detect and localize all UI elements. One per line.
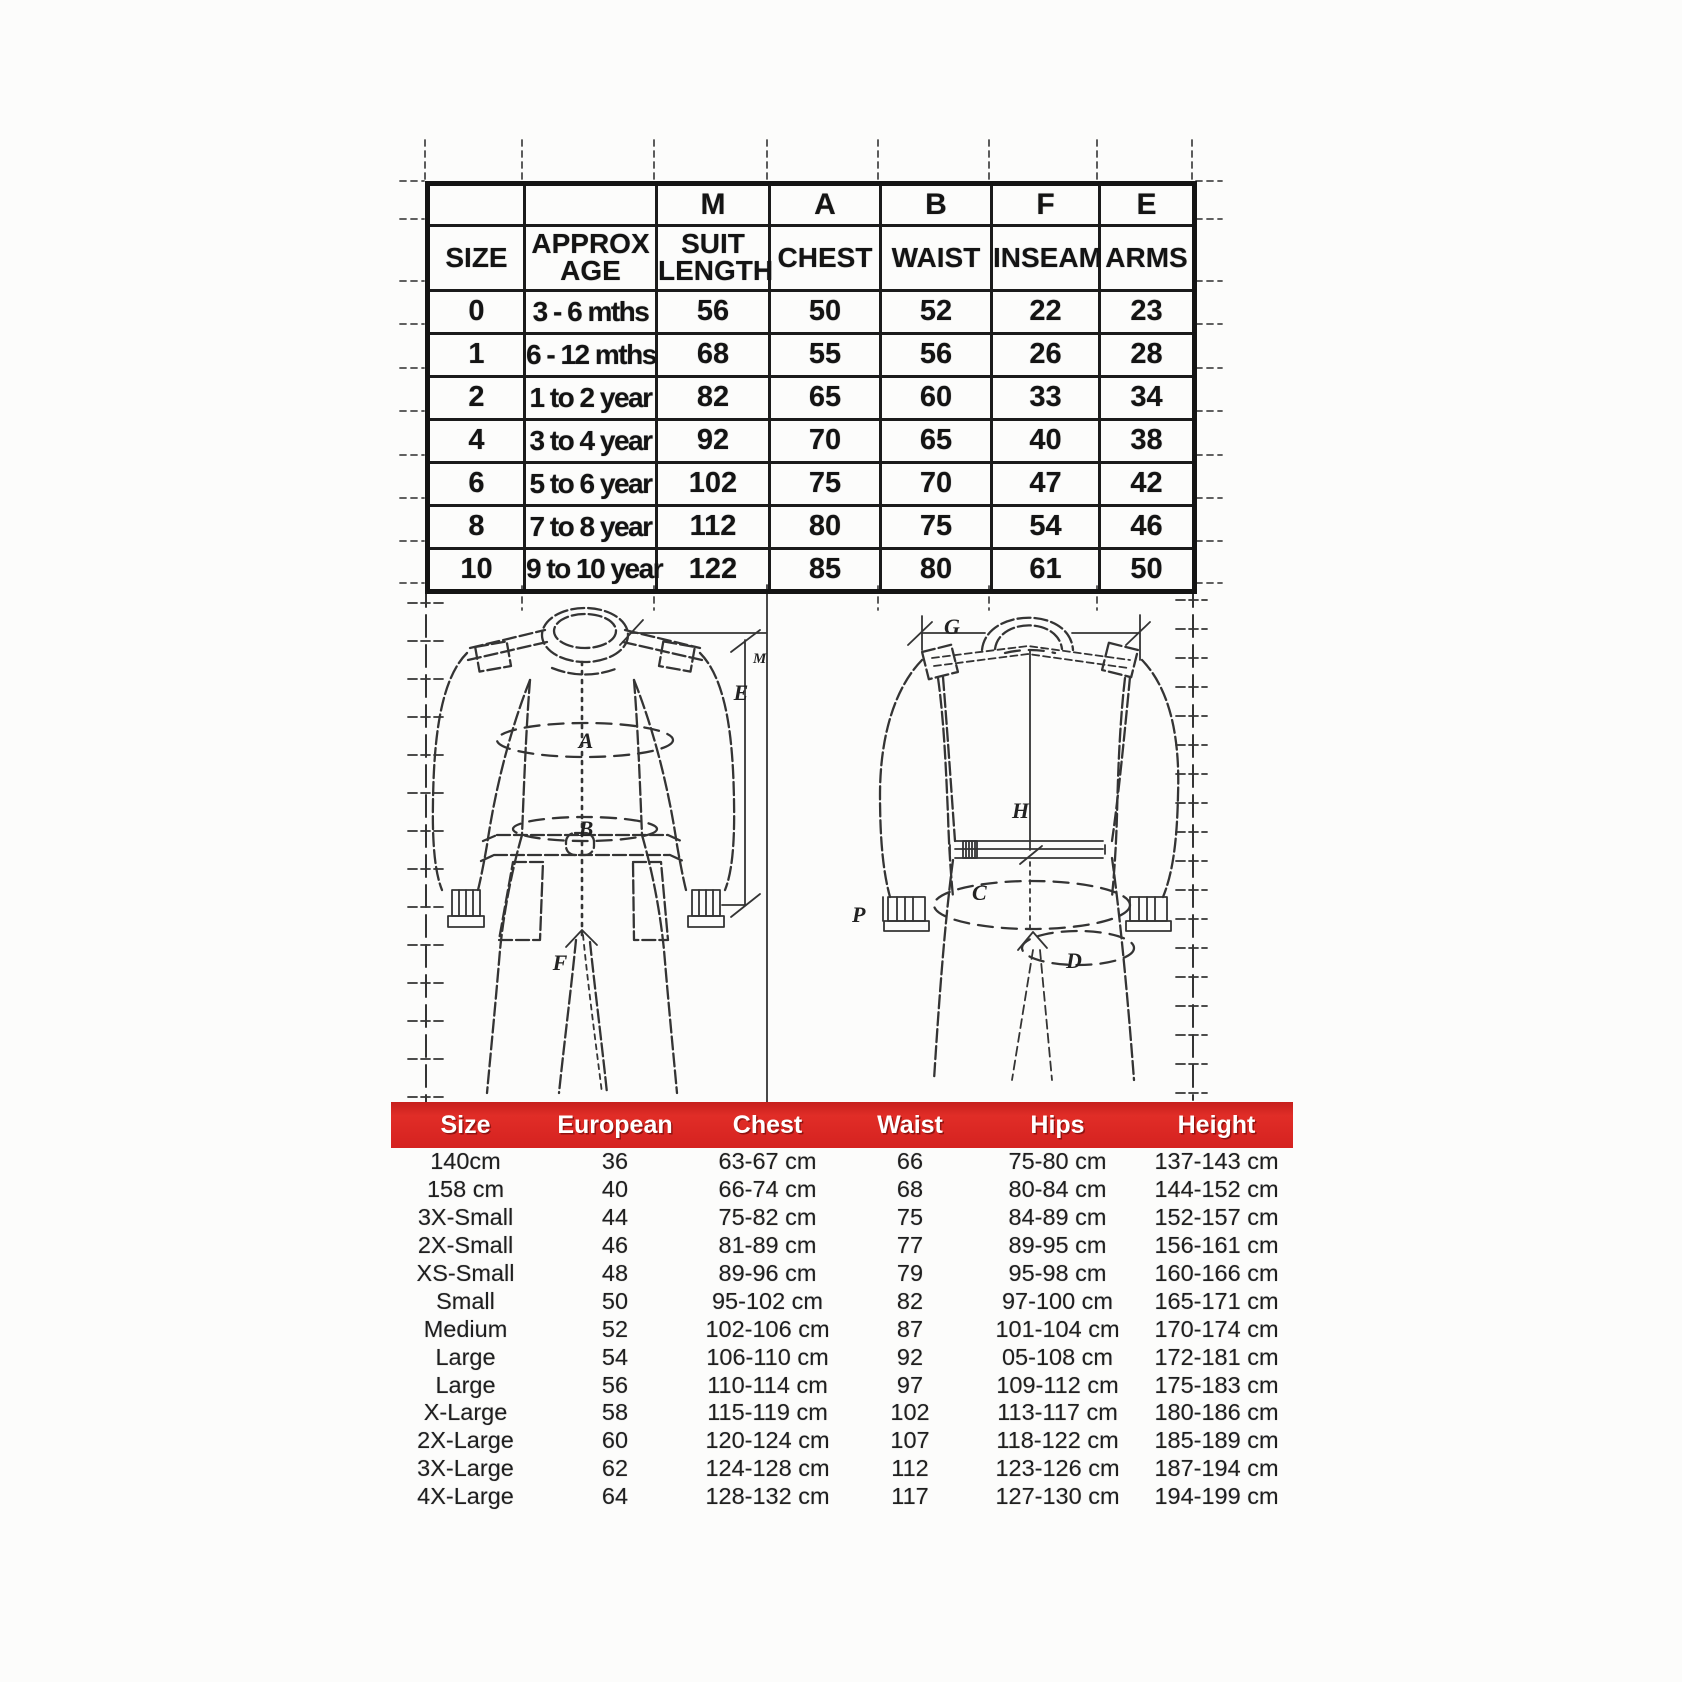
table-cell: 187-194 cm <box>1154 1455 1279 1482</box>
table-cell: 36 <box>601 1148 629 1175</box>
table-cell: 70 <box>881 463 992 506</box>
table-cell: 54 <box>992 506 1100 549</box>
table-cell: 4 <box>428 420 525 463</box>
header-cell: CHEST <box>770 226 881 291</box>
header-cell: A <box>770 184 881 226</box>
back-label-back-length: H <box>1012 798 1030 823</box>
table-cell: 82 <box>896 1287 924 1314</box>
table-cell: 107 <box>890 1427 930 1454</box>
header-cell <box>428 184 525 226</box>
table-cell: 117 <box>891 1483 929 1510</box>
table-cell: 55 <box>770 334 881 377</box>
table-cell: 185-189 cm <box>1154 1427 1279 1454</box>
table-cell: 66 <box>896 1148 924 1175</box>
table-row <box>428 420 1195 463</box>
header-row <box>428 184 1195 226</box>
table-cell: 127-130 cm <box>995 1483 1120 1510</box>
table-cell: 82 <box>657 377 770 420</box>
table-cell: 54 <box>601 1343 629 1370</box>
table-cell: 92 <box>657 420 770 463</box>
table-cell: 44 <box>601 1204 629 1231</box>
header-cell: SIZE <box>428 226 525 291</box>
table-cell: 56 <box>601 1371 629 1398</box>
header-cell: SUIT LENGTH <box>657 226 770 291</box>
table-row <box>428 549 1195 592</box>
table-cell: 50 <box>601 1287 629 1314</box>
table-cell: 58 <box>601 1399 629 1426</box>
table-cell: 3 to 4 year <box>525 420 657 463</box>
table-cell: 101-104 cm <box>995 1315 1120 1342</box>
table-cell: 26 <box>992 334 1100 377</box>
table-cell: 102 <box>657 463 770 506</box>
table-cell: 1 <box>428 334 525 377</box>
table-cell: 3X-Large <box>417 1455 514 1482</box>
table-cell: 75-82 cm <box>718 1204 817 1231</box>
header-cell: M <box>657 184 770 226</box>
table-cell: 33 <box>992 377 1100 420</box>
table-row <box>391 1287 1293 1315</box>
table-cell: 194-199 cm <box>1154 1483 1279 1510</box>
table-cell: 128-132 cm <box>705 1483 830 1510</box>
table-cell: 40 <box>601 1176 629 1203</box>
header-cell: B <box>881 184 992 226</box>
table-cell: 3 - 6 mths <box>525 291 657 334</box>
table-cell: 22 <box>992 291 1100 334</box>
table-cell: 165-171 cm <box>1154 1287 1279 1314</box>
table-cell: 48 <box>601 1260 629 1286</box>
back-label-shoulder: G <box>944 614 960 639</box>
table-cell: 124-128 cm <box>705 1455 830 1482</box>
header-row <box>391 1102 1293 1148</box>
table-cell: 10 <box>428 549 525 592</box>
table-cell: 2X-Small <box>417 1232 514 1259</box>
table-cell: 144-152 cm <box>1154 1176 1279 1203</box>
table-cell: 28 <box>1100 334 1195 377</box>
table-row <box>391 1455 1293 1483</box>
table-cell: 92 <box>896 1343 924 1370</box>
table-cell: 66-74 cm <box>718 1176 817 1203</box>
front-label-suit-length: M <box>753 651 767 667</box>
front-suit-drawing <box>433 608 767 1093</box>
table-cell: 40 <box>992 420 1100 463</box>
table-cell: 158 cm <box>426 1176 505 1203</box>
header-cell: ARMS <box>1100 226 1195 291</box>
header-cell: European <box>540 1102 690 1148</box>
table-row <box>428 334 1195 377</box>
table-cell: 9 to 10 year <box>525 549 657 592</box>
table-cell: 68 <box>657 334 770 377</box>
table-cell: 46 <box>601 1232 629 1259</box>
table-cell: 56 <box>881 334 992 377</box>
table-cell: 122 <box>657 549 770 592</box>
table-cell: 56 <box>657 291 770 334</box>
table-cell: 34 <box>1100 377 1195 420</box>
table-cell: 4X-Large <box>417 1483 514 1510</box>
table-cell: 170-174 cm <box>1154 1315 1279 1342</box>
table-cell: 95-98 cm <box>1008 1260 1107 1286</box>
table-cell: 115-119 cm <box>707 1399 828 1426</box>
table-cell: 23 <box>1100 291 1195 334</box>
table-row <box>391 1343 1293 1371</box>
header-row <box>428 226 1195 291</box>
table-row <box>391 1483 1293 1511</box>
table-cell: 123-126 cm <box>995 1455 1120 1482</box>
table-row <box>391 1399 1293 1427</box>
table-cell: 85 <box>770 549 881 592</box>
table-cell: 65 <box>881 420 992 463</box>
table-cell: 80 <box>770 506 881 549</box>
table-cell: 84-89 cm <box>1008 1204 1107 1231</box>
table-cell: 113-117 cm <box>997 1399 1118 1426</box>
table-cell: 50 <box>1100 549 1195 592</box>
table-cell: Large <box>435 1343 496 1370</box>
table-cell: 42 <box>1100 463 1195 506</box>
table-cell: 6 - 12 mths <box>525 334 657 377</box>
table-cell: 52 <box>601 1315 629 1342</box>
table-cell: 112 <box>657 506 770 549</box>
table-cell: 63-67 cm <box>718 1148 817 1175</box>
back-label-hips: C <box>972 880 987 905</box>
back-suit-drawing <box>851 614 1178 1080</box>
table-cell: 62 <box>601 1455 629 1482</box>
front-label-arms: E <box>733 680 749 705</box>
table-row <box>428 291 1195 334</box>
table-cell: 109-112 cm <box>996 1371 1119 1398</box>
table-cell: 120-124 cm <box>705 1427 830 1454</box>
table-cell: 156-161 cm <box>1154 1232 1279 1259</box>
table-cell: 75 <box>881 506 992 549</box>
kids-suit-measurement-table <box>425 181 1197 594</box>
table-row <box>391 1176 1293 1204</box>
table-cell: 38 <box>1100 420 1195 463</box>
table-cell: 106-110 cm <box>706 1343 829 1370</box>
adult-size-conversion-table <box>391 1102 1293 1511</box>
table-cell: 75-80 cm <box>1008 1148 1107 1175</box>
table-cell: Large <box>435 1371 496 1398</box>
table-cell: 180-186 cm <box>1154 1399 1279 1426</box>
table-cell: 7 to 8 year <box>525 506 657 549</box>
table-row <box>391 1148 1293 1176</box>
table-cell: 97-100 cm <box>1001 1287 1114 1314</box>
table-cell: 50 <box>770 291 881 334</box>
table-cell: Medium <box>423 1315 508 1342</box>
back-label-seat: D <box>1066 948 1082 973</box>
table-cell: 102 <box>890 1399 930 1426</box>
header-cell: APPROX AGE <box>525 226 657 291</box>
table-cell: 6 <box>428 463 525 506</box>
table-cell: 1 to 2 year <box>525 377 657 420</box>
table-cell: X-Large <box>423 1399 508 1426</box>
header-cell: Height <box>1140 1102 1293 1148</box>
table-cell: 80-84 cm <box>1008 1176 1107 1203</box>
table-cell: 160-166 cm <box>1154 1260 1279 1286</box>
table-row <box>428 377 1195 420</box>
table-cell: 97 <box>896 1371 924 1398</box>
table-cell: 137-143 cm <box>1154 1148 1279 1175</box>
table-cell: 68 <box>896 1176 924 1203</box>
table-cell: 87 <box>896 1315 924 1342</box>
header-cell: Hips <box>975 1102 1140 1148</box>
table-cell: 152-157 cm <box>1154 1204 1279 1231</box>
table-cell: 77 <box>896 1232 924 1259</box>
table-cell: 8 <box>428 506 525 549</box>
table-cell: 95-102 cm <box>711 1287 824 1314</box>
table-cell: 0 <box>428 291 525 334</box>
header-cell: F <box>992 184 1100 226</box>
table-cell: 79 <box>896 1260 924 1286</box>
front-label-chest: A <box>578 728 594 753</box>
table-cell: 46 <box>1100 506 1195 549</box>
front-label-inseam: F <box>552 950 568 975</box>
header-cell: Waist <box>845 1102 975 1148</box>
table-row <box>391 1315 1293 1343</box>
table-cell: 172-181 cm <box>1154 1343 1279 1370</box>
table-cell: 64 <box>601 1483 629 1510</box>
table-row <box>391 1427 1293 1455</box>
header-cell <box>525 184 657 226</box>
header-cell: Chest <box>690 1102 845 1148</box>
table-cell: 60 <box>881 377 992 420</box>
table-cell: 5 to 6 year <box>525 463 657 506</box>
table-row <box>391 1204 1293 1232</box>
table-cell: 2 <box>428 377 525 420</box>
table-cell: XS-Small <box>416 1260 515 1286</box>
table-cell: 65 <box>770 377 881 420</box>
table-cell: 118-122 cm <box>996 1427 1119 1454</box>
front-label-waist: B <box>578 816 594 841</box>
table-row <box>428 506 1195 549</box>
table-cell: 89-96 cm <box>718 1260 817 1286</box>
table-cell: 102-106 cm <box>705 1315 830 1342</box>
table-cell: 75 <box>770 463 881 506</box>
table-cell: 140cm <box>430 1148 501 1175</box>
table-cell: 61 <box>992 549 1100 592</box>
table-cell: 47 <box>992 463 1100 506</box>
table-row <box>391 1232 1293 1260</box>
table-cell: 80 <box>881 549 992 592</box>
back-label-cuff: P <box>852 902 866 927</box>
table-cell: 110-114 cm <box>707 1371 828 1398</box>
table-cell: 89-95 cm <box>1008 1232 1107 1259</box>
header-cell: Size <box>391 1102 540 1148</box>
table-cell: 52 <box>881 291 992 334</box>
table-row <box>391 1260 1293 1288</box>
table-cell: 112 <box>891 1455 929 1482</box>
header-cell: WAIST <box>881 226 992 291</box>
table-row <box>428 463 1195 506</box>
table-cell: 2X-Large <box>417 1427 514 1454</box>
table-cell: Small <box>436 1287 495 1314</box>
table-cell: 3X-Small <box>417 1204 514 1231</box>
table-cell: 81-89 cm <box>718 1232 817 1259</box>
table-row <box>391 1371 1293 1399</box>
table-cell: 05-108 cm <box>1001 1343 1114 1370</box>
header-cell: E <box>1100 184 1195 226</box>
table-cell: 70 <box>770 420 881 463</box>
header-cell: INSEAM <box>992 226 1100 291</box>
table-cell: 175-183 cm <box>1154 1371 1279 1398</box>
table-cell: 60 <box>601 1427 629 1454</box>
table-cell: 75 <box>896 1204 924 1231</box>
